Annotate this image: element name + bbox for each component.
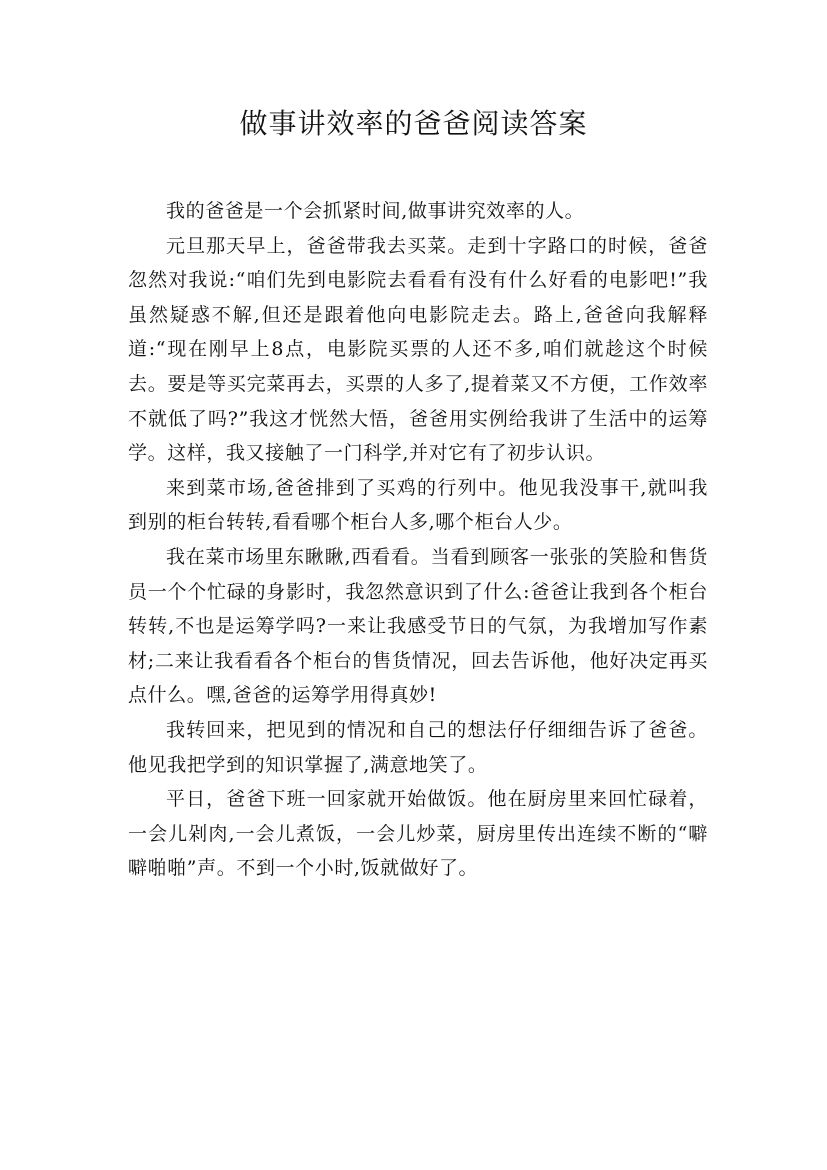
document-body — [128, 194, 708, 886]
paragraph: 我在菜市场里东瞅瞅,西看看。当看到顾客一张张的笑脸和售货员一个个忙碌的身影时，我忽然意识到了什么:爸爸让我到各个柜台转转,不也是运筹学吗?一来让我感受节日的气氛，为我增加写作素材;二来让我看看各个柜台的售货情况，回去告诉他，他好决定再买点什么。嘿,爸爸的运筹学用得真妙! — [128, 545, 708, 707]
paragraph: 元旦那天早上，爸爸带我去买菜。走到十字路口的时候，爸爸忽然对我说:“咱们先到电影院去看看有没有什么好看的电影吧!”我虽然疑惑不解,但还是跟着他向电影院走去。路上,爸爸向我解释道:“现在刚早上8点，电影院买票的人还不多,咱们就趁这个时候去。要是等买完菜再去，买票的人多了,提着菜又不方便，工作效率不就低了吗?”我这才恍然大悟，爸爸用实例给我讲了生活中的运筹学。这样，我又接触了一门科学,并对它有了初步认识。 — [128, 234, 708, 465]
document-title: 做事讲效率的爸爸阅读答案 — [239, 107, 588, 140]
paragraph: 我的爸爸是一个会抓紧时间,做事讲究效率的人。 — [166, 200, 585, 222]
paragraph: 来到菜市场,爸爸排到了买鸡的行列中。他见我没事干,就叫我到别的柜台转转,看看哪个柜台人多,哪个柜台人少。 — [128, 476, 708, 534]
paragraph: 平日，爸爸下班一回家就开始做饭。他在厨房里来回忙碌着，一会儿剁肉,一会儿煮饭，一会儿炒菜，厨房里传出连续不断的“噼噼啪啪”声。不到一个小时,饭就做好了。 — [128, 788, 708, 880]
paragraph: 我转回来，把见到的情况和自己的想法仔仔细细告诉了爸爸。他见我把学到的知识掌握了,满意地笑了。 — [128, 718, 708, 776]
